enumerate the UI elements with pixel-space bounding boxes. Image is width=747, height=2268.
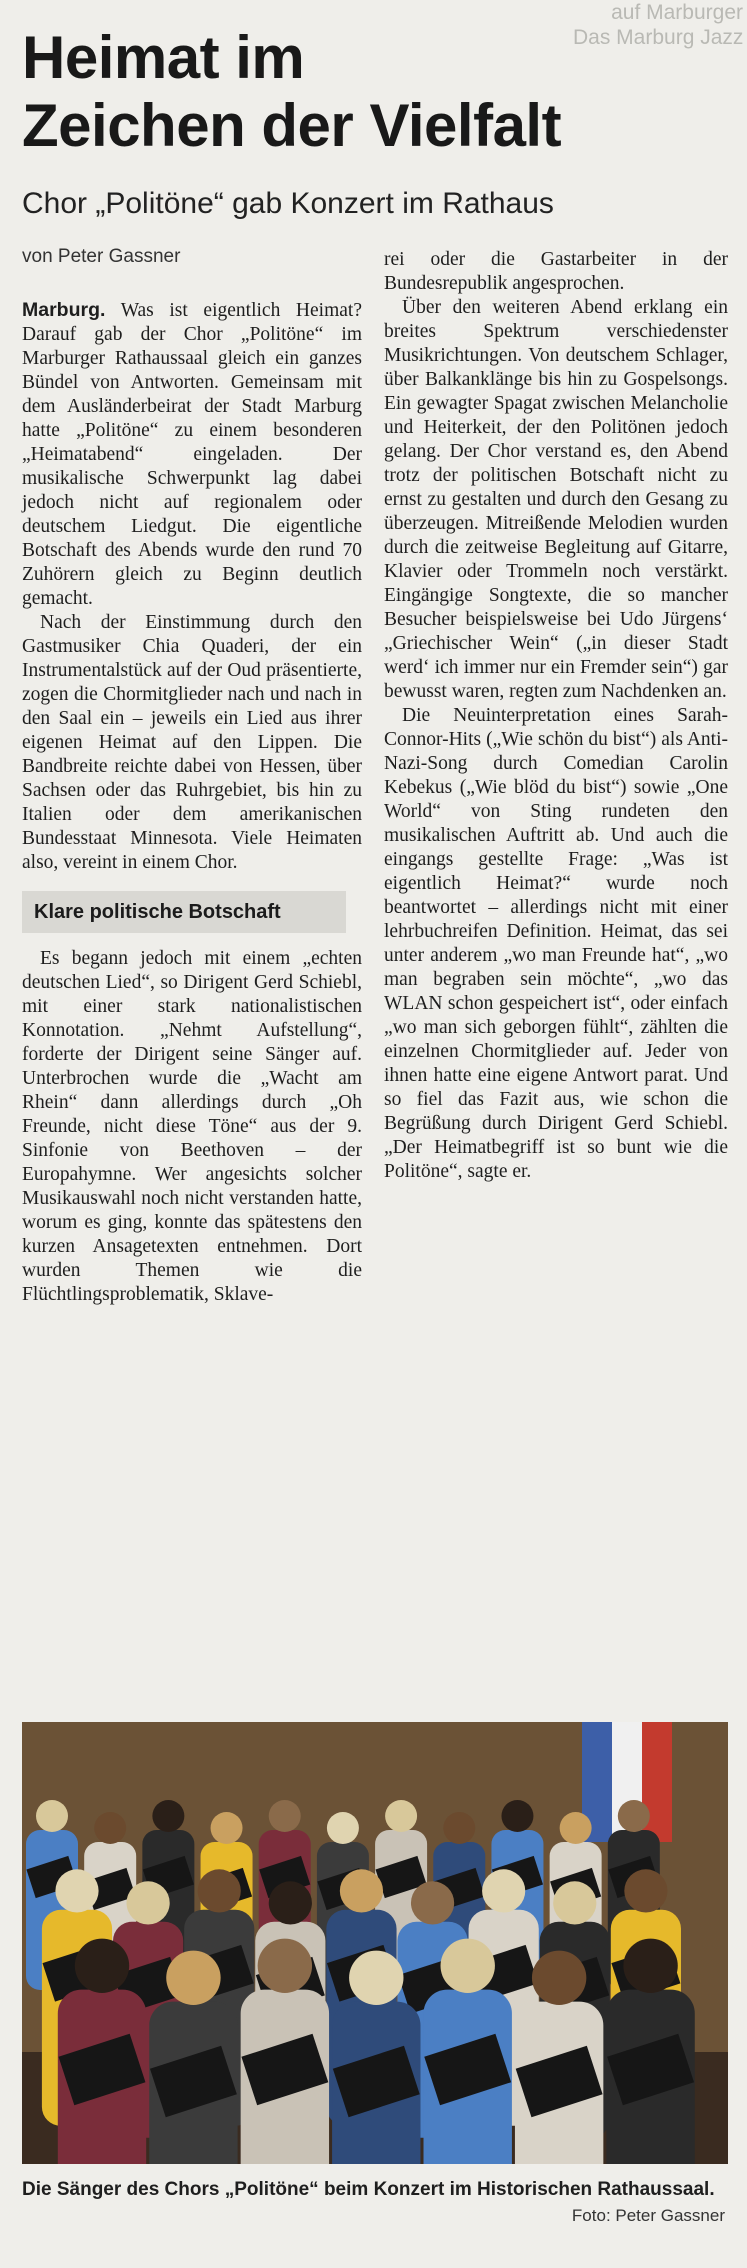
section-subheading: Klare politische Botschaft bbox=[22, 891, 346, 933]
singer-head bbox=[560, 1812, 592, 1844]
singer-head bbox=[623, 1939, 677, 1993]
byline: von Peter Gassner bbox=[22, 246, 181, 267]
singer-head bbox=[269, 1881, 312, 1924]
singer-head bbox=[340, 1869, 383, 1912]
headline-line-2: Zeichen der Vielfalt bbox=[22, 92, 562, 159]
singer-head bbox=[127, 1881, 170, 1924]
singer-head bbox=[152, 1800, 184, 1832]
singer-head bbox=[198, 1869, 241, 1912]
singer-head bbox=[618, 1800, 650, 1832]
singer-head bbox=[624, 1869, 667, 1912]
singer-head bbox=[327, 1812, 359, 1844]
singer-head bbox=[349, 1951, 403, 2005]
choir-photo-illustration bbox=[22, 1722, 728, 2164]
singer-head bbox=[411, 1881, 454, 1924]
paragraph-6: Die Neuinterpretation eines Sarah-Connor-Hits („Wie schön du bist“) als Anti-Nazi-Song durch Comedian Carolin Kebekus („Wie blöd du bist“) sowie „One World“ von Sting rundeten den musikalischen Auftritt ab. Und auch die eingangs gestellte Frage: „Was ist eigentlich Heimat?“ wurde noch beantwortet – allerdings nicht mit einer lehrbuchreifen Definition. Heimat, das sei unter anderem „wo man Freunde hat“, „wo man begraben sein möchte“, „wo das WLAN schon gespeichert ist“, oder einfach „wo man sich geborgen fühlt“, zählten die einzelnen Chormitglieder auf. Jeder von ihnen hatte eine eigene Antwort parat. Und so fiel das Fazit aus, wie schon die Begrüßung durch Dirigent Gerd Schiebl. „Der Heimatbegriff ist so bunt wie die Politöne“, sagte er. bbox=[384, 705, 728, 1182]
singer-head bbox=[501, 1800, 533, 1832]
singer-head bbox=[269, 1800, 301, 1832]
bleed-line-1: auf Marburger bbox=[611, 1, 743, 24]
singer-head bbox=[482, 1869, 525, 1912]
singer-head bbox=[94, 1812, 126, 1844]
singer-head bbox=[441, 1939, 495, 1993]
subheadline: Chor „Politöne“ gab Konzert im Rathaus bbox=[22, 187, 554, 220]
singer-head bbox=[36, 1800, 68, 1832]
singer-head bbox=[385, 1800, 417, 1832]
singer-head bbox=[55, 1869, 98, 1912]
singer-head bbox=[211, 1812, 243, 1844]
headline-line-1: Heimat im bbox=[22, 24, 305, 91]
singer-head bbox=[443, 1812, 475, 1844]
singer-head bbox=[166, 1951, 220, 2005]
photo-credit: Foto: Peter Gassner bbox=[571, 2206, 725, 2225]
choir-singers bbox=[26, 1800, 695, 2164]
photo-caption: Die Sänger des Chors „Politöne“ beim Konzert im Historischen Rathaussaal. bbox=[22, 2179, 715, 2200]
paragraph-1 bbox=[22, 298, 362, 611]
bleed-line-2: Das Marburg Jazz bbox=[573, 26, 744, 49]
paragraph-3: Es begann jedoch mit einem „echten deutschen Lied“, so Dirigent Gerd Schiebl, mit einer stark nationalistischen Konnotation. „Nehmt Aufstellung“, forderte der Dirigent seine Sänger auf. Unterbrochen wurde die „Wacht am Rhein“ dann allerdings durch „Oh Freunde, nicht diese Töne“ aus der 9. Sinfonie von Beethoven – der Europahymne. Wer angesichts solcher Musikauswahl noch nicht verstanden hatte, worum es ging, konnte das spätestens den kurzen Ansagetexten entnehmen. Dort wurden Themen wie die Flüchtlingsproblematik, Sklave- bbox=[22, 948, 362, 1305]
singer-head bbox=[258, 1939, 312, 1993]
paragraph-1-text: Was ist eigentlich Heimat? Darauf gab der Chor „Politöne“ im Marburger Rathaussaal gleich ein ganzes Bündel von Antworten. Gemeinsam mit dem Ausländerbeirat der Stadt Marburg hatte „Politöne“ zu einem besonderen „Heimatabend“ eingeladen. Der musikalische Schwerpunkt lag dabei jedoch nicht auf regionalem oder deutschem Liedgut. Die eigentliche Botschaft des Abends wurde den rund 70 Zuhörern gleich zu Beginn deutlich gemacht. bbox=[22, 300, 362, 609]
article-column-left bbox=[22, 298, 362, 1307]
singer-head bbox=[553, 1881, 596, 1924]
paragraph-5: Über den weiteren Abend erklang ein breites Spektrum verschiedenster Musikrichtungen. Von deutschem Schlager, über Balkanklänge bis hin zu Gospelsongs. Ein gewagter Spagat zwischen Melancholie und Heiterkeit, der den Politönen jedoch gelang. Der Chor verstand es, den Abend trotz der politischen Botschaft nicht zu ernst zu gestalten und durch den Gesang zu überzeugen. Mitreißende Melodien wurden durch die zeitweise Begleitung auf Gitarre, Klavier oder Trommeln noch verstärkt. Eingängige Songtexte, die so mancher Besucher beispielsweise bei Udo Jürgens‘ „Griechischer Wein“ („in dieser Stadt werd‘ ich immer nur ein Fremder sein“) gar bewusst waren, regten zum Nachdenken an. bbox=[384, 297, 728, 702]
paragraph-4: rei oder die Gastarbeiter in der Bundesrepublik angesprochen. bbox=[384, 249, 728, 294]
headline bbox=[22, 24, 722, 160]
paragraph-2: Nach der Einstimmung durch den Gastmusiker Chia Quaderi, der ein Instrumentalstück auf der Oud präsentierte, zogen die Chormitglieder nach und nach in den Saal ein – jeweils ein Lied aus ihrer eigenen Heimat auf den Lippen. Die Bandbreite reichte dabei von Hessen, über Sachsen oder das Ruhrgebiet, bis hin zu Italien oder dem amerikanischen Bundesstaat Minnesota. Viele Heimaten also, vereint in einem Chor. bbox=[22, 612, 362, 873]
article-column-right bbox=[384, 248, 728, 1184]
singer-head bbox=[532, 1951, 586, 2005]
singer-head bbox=[75, 1939, 129, 1993]
dateline: Marburg. bbox=[22, 299, 106, 321]
choir-photo bbox=[22, 1722, 728, 2164]
